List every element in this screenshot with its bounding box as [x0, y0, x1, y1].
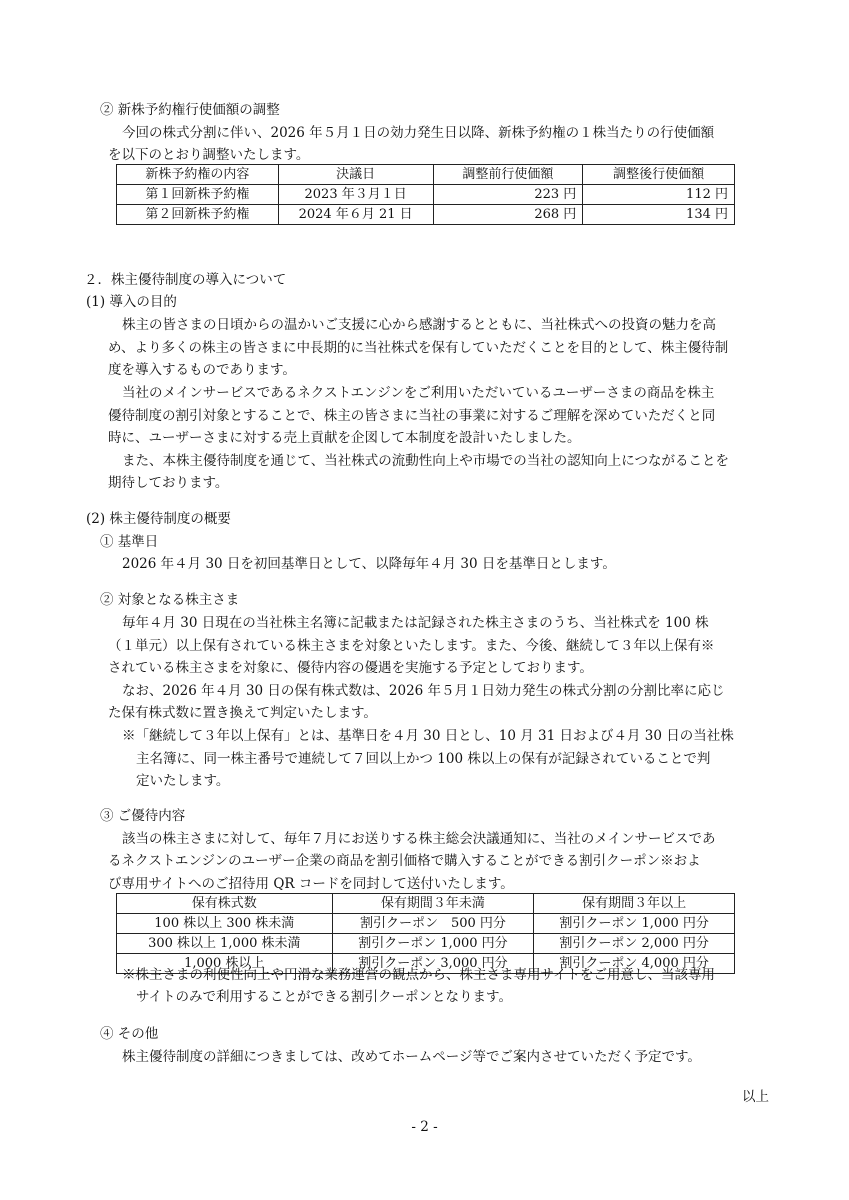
- paragraph-line: るネクストエンジンのユーザー企業の商品を割引価格で購入することができる割引クーポン※およ: [108, 853, 701, 869]
- table-row: [117, 205, 735, 225]
- item-heading-record-date: ① 基準日: [100, 534, 159, 550]
- note-line: ※株主さまの利便性向上や円滑な業務運営の観点から、株主さま専用サイトをご用意し、当該専用: [122, 967, 716, 983]
- exercise-price-table: [116, 164, 735, 225]
- paragraph-line: 該当の株主さまに対して、毎年７月にお送りする株主総会決議通知に、当社のメインサービスであ: [122, 831, 716, 847]
- table-header-cell: 決議日: [278, 165, 433, 185]
- table-cell: 割引クーポン 1,000 円分: [332, 934, 534, 954]
- item-heading-eligible-shareholders: ② 対象となる株主さま: [100, 592, 240, 608]
- table-cell: 223 円: [433, 185, 583, 205]
- item-heading-other: ④ その他: [100, 1026, 159, 1042]
- table-header-cell: 調整前行使価額: [433, 165, 583, 185]
- paragraph-line: 時に、ユーザーさまに対する売上貢献を企図して本制度を設計いたしました。: [108, 430, 581, 446]
- table-header-cell: 新株予約権の内容: [117, 165, 279, 185]
- table-cell: 割引クーポン 2,000 円分: [534, 934, 735, 954]
- table-header-cell: 調整後行使価額: [583, 165, 735, 185]
- subsection-heading-overview: (2) 株主優待制度の概要: [86, 511, 231, 527]
- note-line: ※「継続して３年以上保有」とは、基準日を４月 30 日とし、10 月 31 日および４月 30 日の当社株: [122, 728, 734, 744]
- item-heading-benefit-contents: ③ ご優待内容: [100, 808, 186, 824]
- paragraph-line: 度を導入するものであります。: [108, 362, 296, 378]
- table-header-row: [117, 165, 735, 185]
- table-row: [117, 914, 735, 934]
- table-cell: 第２回新株予約権: [117, 205, 279, 225]
- table-cell: 2024 年６月 21 日: [278, 205, 433, 225]
- paragraph-line: なお、2026 年４月 30 日の保有株式数は、2026 年５月１日効力発生の株式分割の分割比率に応じ: [122, 683, 725, 699]
- table-cell: 2023 年３月１日: [278, 185, 433, 205]
- paragraph-line: 毎年４月 30 日現在の当社株主名簿に記載または記録された株主さまのうち、当社株式を 100 株: [122, 615, 709, 631]
- table-cell: 268 円: [433, 205, 583, 225]
- table-row: [117, 934, 735, 954]
- subsection-heading-purpose: (1) 導入の目的: [86, 294, 177, 310]
- paragraph-line: び専用サイトへのご招待用 QR コードを同封して送付いたします。: [108, 876, 514, 892]
- table-header-cell: 保有期間３年未満: [332, 894, 534, 914]
- note-line: 主名簿に、同一株主番号で連続して７回以上かつ 100 株以上の保有が記録されていることで判: [136, 751, 711, 767]
- paragraph-line: （１単元）以上保有されている株主さまを対象といたします。また、今後、継続して３年以上保有※: [108, 638, 715, 654]
- section-heading-adjustment: ② 新株予約権行使価額の調整: [100, 102, 280, 118]
- table-header-cell: 保有期間３年以上: [534, 894, 735, 914]
- table-cell: 割引クーポン 4,000 円分: [534, 954, 735, 974]
- section-heading-shareholder-benefits: ２．株主優待制度の導入について: [84, 272, 287, 288]
- paragraph-line: 今回の株式分割に伴い、2026 年５月１日の効力発生日以降、新株予約権の１株当たりの行使価額: [122, 125, 715, 141]
- paragraph-line: め、より多くの株主の皆さまに中長期的に当社株式を保有していただくことを目的として、株主優待制: [108, 340, 729, 356]
- table-cell: 第１回新株予約権: [117, 185, 279, 205]
- paragraph-line: を以下のとおり調整いたします。: [108, 147, 310, 163]
- note-line: サイトのみで利用することができる割引クーポンとなります。: [136, 989, 512, 1005]
- table-cell: 1,000 株以上: [117, 954, 333, 974]
- table-header-row: [117, 894, 735, 914]
- table-cell: 100 株以上 300 株未満: [117, 914, 333, 934]
- paragraph-line: 期待しております。: [108, 475, 229, 491]
- table-row: [117, 185, 735, 205]
- paragraph-line: 2026 年４月 30 日を初回基準日として、以降毎年４月 30 日を基準日とします。: [122, 556, 616, 572]
- table-cell: 割引クーポン 3,000 円分: [332, 954, 534, 974]
- closing-mark: 以上: [742, 1089, 769, 1105]
- page-number: - 2 -: [411, 1119, 438, 1135]
- note-line: 定いたします。: [136, 773, 230, 789]
- paragraph-line: また、本株主優待制度を通じて、当社株式の流動性向上や市場での当社の認知向上につながることを: [122, 453, 729, 469]
- paragraph-line: 株主の皆さまの日頃からの温かいご支援に心から感謝するとともに、当社株式への投資の魅力を高: [122, 317, 716, 333]
- table-header-cell: 保有株式数: [117, 894, 333, 914]
- table-cell: 300 株以上 1,000 株未満: [117, 934, 333, 954]
- paragraph-line: 優待制度の割引対象とすることで、株主の皆さまに当社の事業に対するご理解を深めていただくと同: [108, 408, 716, 424]
- paragraph-line: 株主優待制度の詳細につきましては、改めてホームページ等でご案内させていただく予定です。: [122, 1049, 701, 1065]
- table-cell: 割引クーポン 500 円分: [332, 914, 534, 934]
- paragraph-line: 当社のメインサービスであるネクストエンジンをご利用いただいているユーザーさまの商品を株主: [122, 385, 715, 401]
- paragraph-line: されている株主さまを対象に、優待内容の優遇を実施する予定としております。: [108, 660, 593, 676]
- paragraph-line: た保有株式数に置き換えて判定いたします。: [108, 705, 377, 721]
- table-cell: 割引クーポン 1,000 円分: [534, 914, 735, 934]
- table-cell: 112 円: [583, 185, 735, 205]
- benefit-coupon-table: [116, 893, 735, 974]
- table-cell: 134 円: [583, 205, 735, 225]
